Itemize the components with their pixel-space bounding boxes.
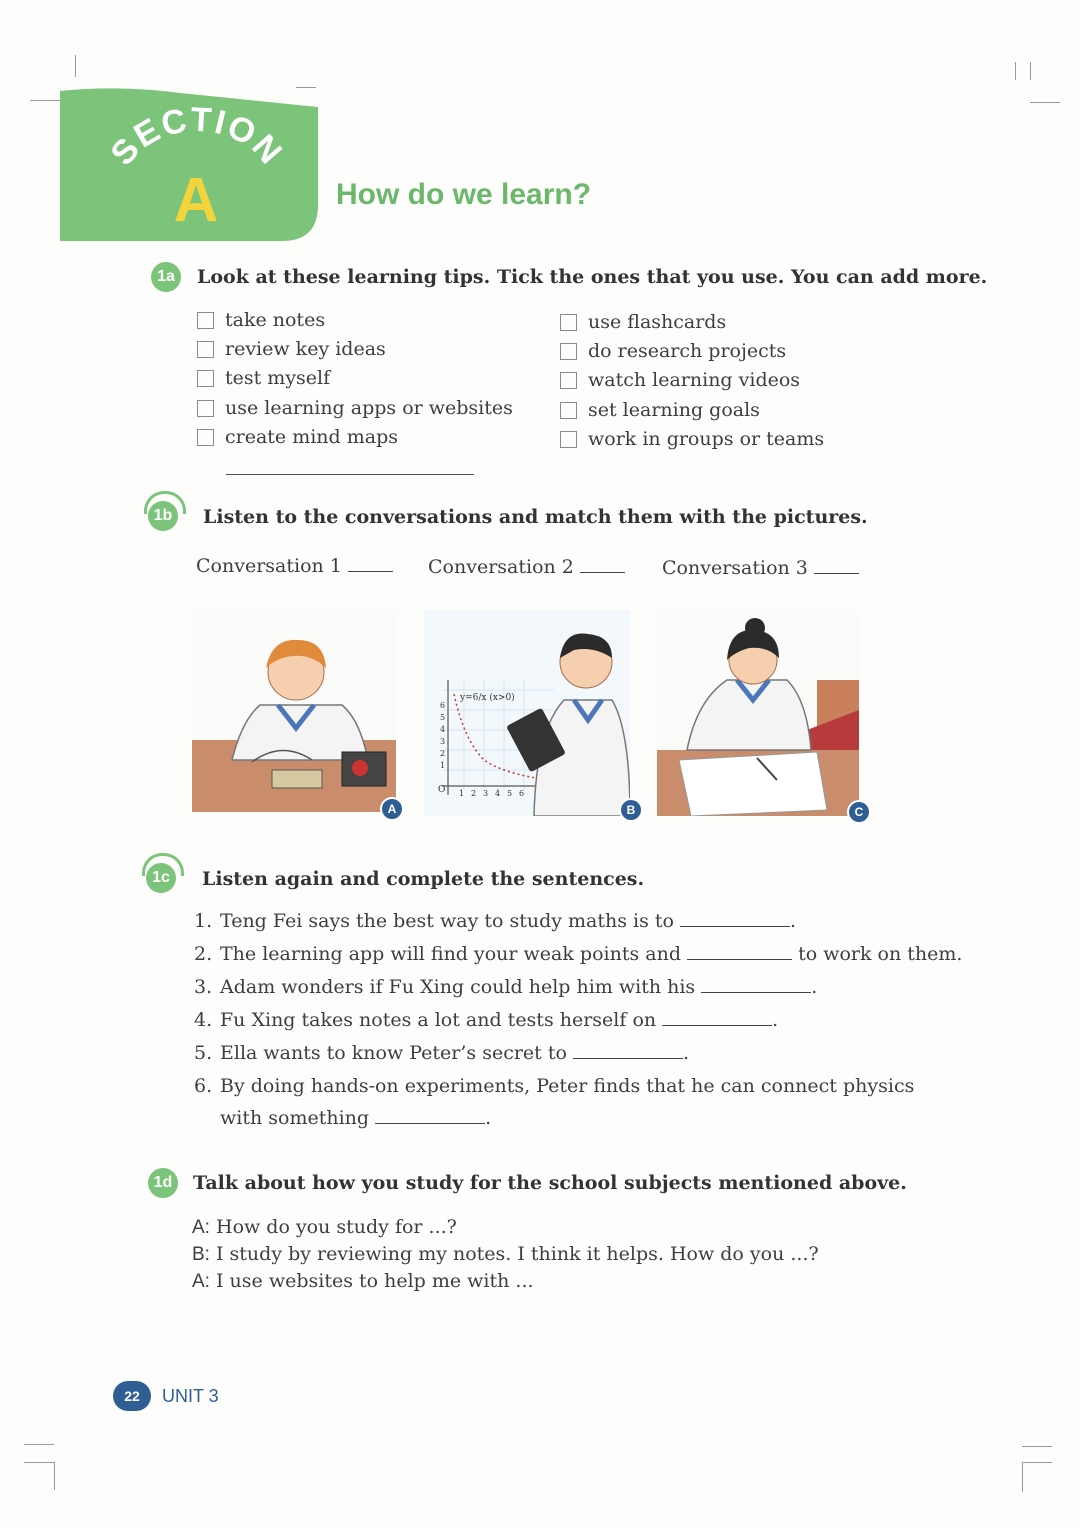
tip-checkbox[interactable] (560, 369, 800, 391)
crop-mark (1022, 1462, 1052, 1463)
conversation-label: Conversation 3 (662, 557, 808, 579)
x-tick: 1 (459, 789, 465, 798)
y-tick: 1 (440, 761, 446, 770)
sentence-text: Ella wants to know Peter’s secret to (220, 1042, 567, 1064)
sentence-number: 6. (194, 1075, 213, 1097)
tip-checkbox[interactable] (560, 340, 786, 362)
x-tick: 6 (519, 789, 525, 798)
instruction-1c: Listen again and complete the sentences. (202, 868, 645, 890)
sentence-number: 4. (194, 1009, 213, 1031)
sentence-item (194, 1009, 778, 1031)
dialogue-line (192, 1270, 534, 1293)
sentence-text: with something (220, 1107, 370, 1129)
instruction-1d: Talk about how you study for the school subjects mentioned above. (193, 1172, 907, 1194)
exercise-badge: 1a (151, 262, 181, 292)
tip-label: review key ideas (225, 338, 386, 360)
checkbox-icon[interactable] (197, 312, 214, 329)
tip-checkbox[interactable] (197, 338, 386, 360)
answer-blank[interactable] (348, 571, 393, 572)
crop-mark (54, 1462, 55, 1490)
answer-blank[interactable] (580, 572, 625, 573)
tip-label: use flashcards (588, 311, 727, 333)
answer-blank[interactable] (662, 1025, 772, 1026)
picture-a (192, 610, 396, 812)
sentence-text: The learning app will find your weak points and (220, 943, 682, 965)
sentence-item (194, 1075, 914, 1097)
speaker-label: B: (192, 1244, 210, 1265)
y-tick: 2 (440, 749, 446, 758)
exercise-badge: 1d (148, 1168, 178, 1198)
y-tick: 5 (440, 713, 446, 722)
section-word: SECTION (103, 100, 291, 173)
sentence-item (194, 943, 962, 965)
add-more-blank[interactable] (226, 474, 474, 475)
sentence-end: to work on them. (798, 943, 963, 965)
answer-blank[interactable] (680, 926, 790, 927)
x-tick: 3 (483, 789, 489, 798)
picture-label: C (847, 800, 871, 824)
crop-mark (1022, 1446, 1052, 1447)
crop-mark (24, 1462, 54, 1463)
tip-checkbox[interactable] (197, 397, 513, 419)
speaker-label: A: (192, 1271, 210, 1292)
sentence-item (194, 1042, 689, 1064)
answer-blank[interactable] (375, 1123, 485, 1124)
section-letter: A (173, 166, 219, 235)
sentence-number: 5. (194, 1042, 213, 1064)
answer-blank[interactable] (701, 992, 811, 993)
crop-mark (1015, 62, 1016, 80)
sentence-end: . (772, 1009, 779, 1031)
checkbox-icon[interactable] (560, 314, 577, 331)
dialogue-line (192, 1243, 819, 1266)
sentence-item-continued (220, 1107, 491, 1129)
dialogue-text: I study by reviewing my notes. I think it helps. How do you ...? (216, 1243, 819, 1265)
tip-checkbox[interactable] (197, 309, 325, 331)
unit-label: UNIT 3 (162, 1386, 219, 1406)
answer-blank[interactable] (573, 1058, 683, 1059)
y-tick: 3 (440, 737, 446, 746)
crop-mark (1022, 1462, 1023, 1492)
tip-checkbox[interactable] (560, 311, 726, 333)
tip-checkbox[interactable] (560, 428, 824, 450)
graph-equation: y=6/x (x>0) (460, 693, 515, 703)
instruction-1a: Look at these learning tips. Tick the ones that you use. You can add more. (197, 266, 988, 288)
checkbox-icon[interactable] (197, 400, 214, 417)
tip-label: work in groups or teams (588, 428, 825, 450)
checkbox-icon[interactable] (197, 429, 214, 446)
conversation-label: Conversation 1 (196, 555, 342, 577)
checkbox-icon[interactable] (560, 343, 577, 360)
sentence-number: 2. (194, 943, 213, 965)
y-tick: 6 (440, 701, 446, 710)
crop-mark (1030, 62, 1031, 80)
x-tick: 5 (507, 789, 513, 798)
x-tick: 2 (471, 789, 477, 798)
conversation-item (196, 555, 393, 577)
tip-label: watch learning videos (588, 369, 801, 391)
exercise-badge: 1c (146, 863, 176, 893)
x-tick: 4 (495, 789, 501, 798)
tip-checkbox[interactable] (197, 426, 398, 448)
crop-mark (30, 100, 60, 101)
tip-label: do research projects (588, 340, 787, 362)
y-tick: 4 (440, 725, 446, 734)
picture-label: A (380, 797, 404, 821)
crop-mark (75, 55, 76, 77)
picture-b (424, 610, 630, 816)
sentence-text: Adam wonders if Fu Xing could help him with his (220, 976, 696, 998)
page-number-badge: 22 (113, 1381, 151, 1411)
conversation-label: Conversation 2 (428, 556, 574, 578)
conversation-item (428, 556, 625, 578)
checkbox-icon[interactable] (560, 431, 577, 448)
sentence-text: Teng Fei says the best way to study maths is to (220, 910, 674, 932)
sentence-item (194, 910, 796, 932)
sentence-end: . (485, 1107, 492, 1129)
picture-c (657, 610, 859, 816)
dialogue-line (192, 1216, 457, 1239)
sentence-end: . (682, 1042, 690, 1064)
tip-checkbox[interactable] (560, 399, 760, 421)
tip-label: create mind maps (225, 426, 399, 448)
tip-label: take notes (225, 309, 326, 331)
sentence-item (194, 976, 817, 998)
checkbox-icon[interactable] (560, 372, 577, 389)
checkbox-icon[interactable] (197, 370, 214, 387)
graph-origin: O (438, 785, 446, 795)
sentence-number: 3. (194, 976, 213, 998)
speaker-label: A: (192, 1217, 210, 1238)
tip-label: set learning goals (588, 399, 760, 421)
sentence-end: . (811, 976, 818, 998)
checkbox-icon[interactable] (197, 341, 214, 358)
tip-label: test myself (225, 367, 331, 389)
crop-mark (24, 1444, 54, 1445)
crop-mark (1030, 102, 1060, 103)
tip-checkbox[interactable] (197, 367, 330, 389)
dialogue-text: I use websites to help me with ... (216, 1270, 534, 1292)
section-banner (60, 85, 318, 245)
checkbox-icon[interactable] (560, 402, 577, 419)
answer-blank[interactable] (814, 573, 859, 574)
picture-label: B (619, 798, 643, 822)
instruction-1b: Listen to the conversations and match them with the pictures. (203, 506, 868, 528)
sentence-number: 1. (194, 910, 213, 932)
answer-blank[interactable] (687, 959, 792, 960)
conversation-item (662, 557, 859, 579)
sentence-text: Fu Xing takes notes a lot and tests herself on (220, 1009, 657, 1031)
page-title: How do we learn? (336, 178, 592, 211)
tip-label: use learning apps or websites (225, 397, 513, 419)
dialogue-text: How do you study for ...? (216, 1216, 457, 1238)
exercise-badge: 1b (148, 501, 178, 531)
sentence-text: By doing hands-on experiments, Peter finds that he can connect physics (220, 1075, 915, 1097)
sentence-end: . (790, 910, 797, 932)
